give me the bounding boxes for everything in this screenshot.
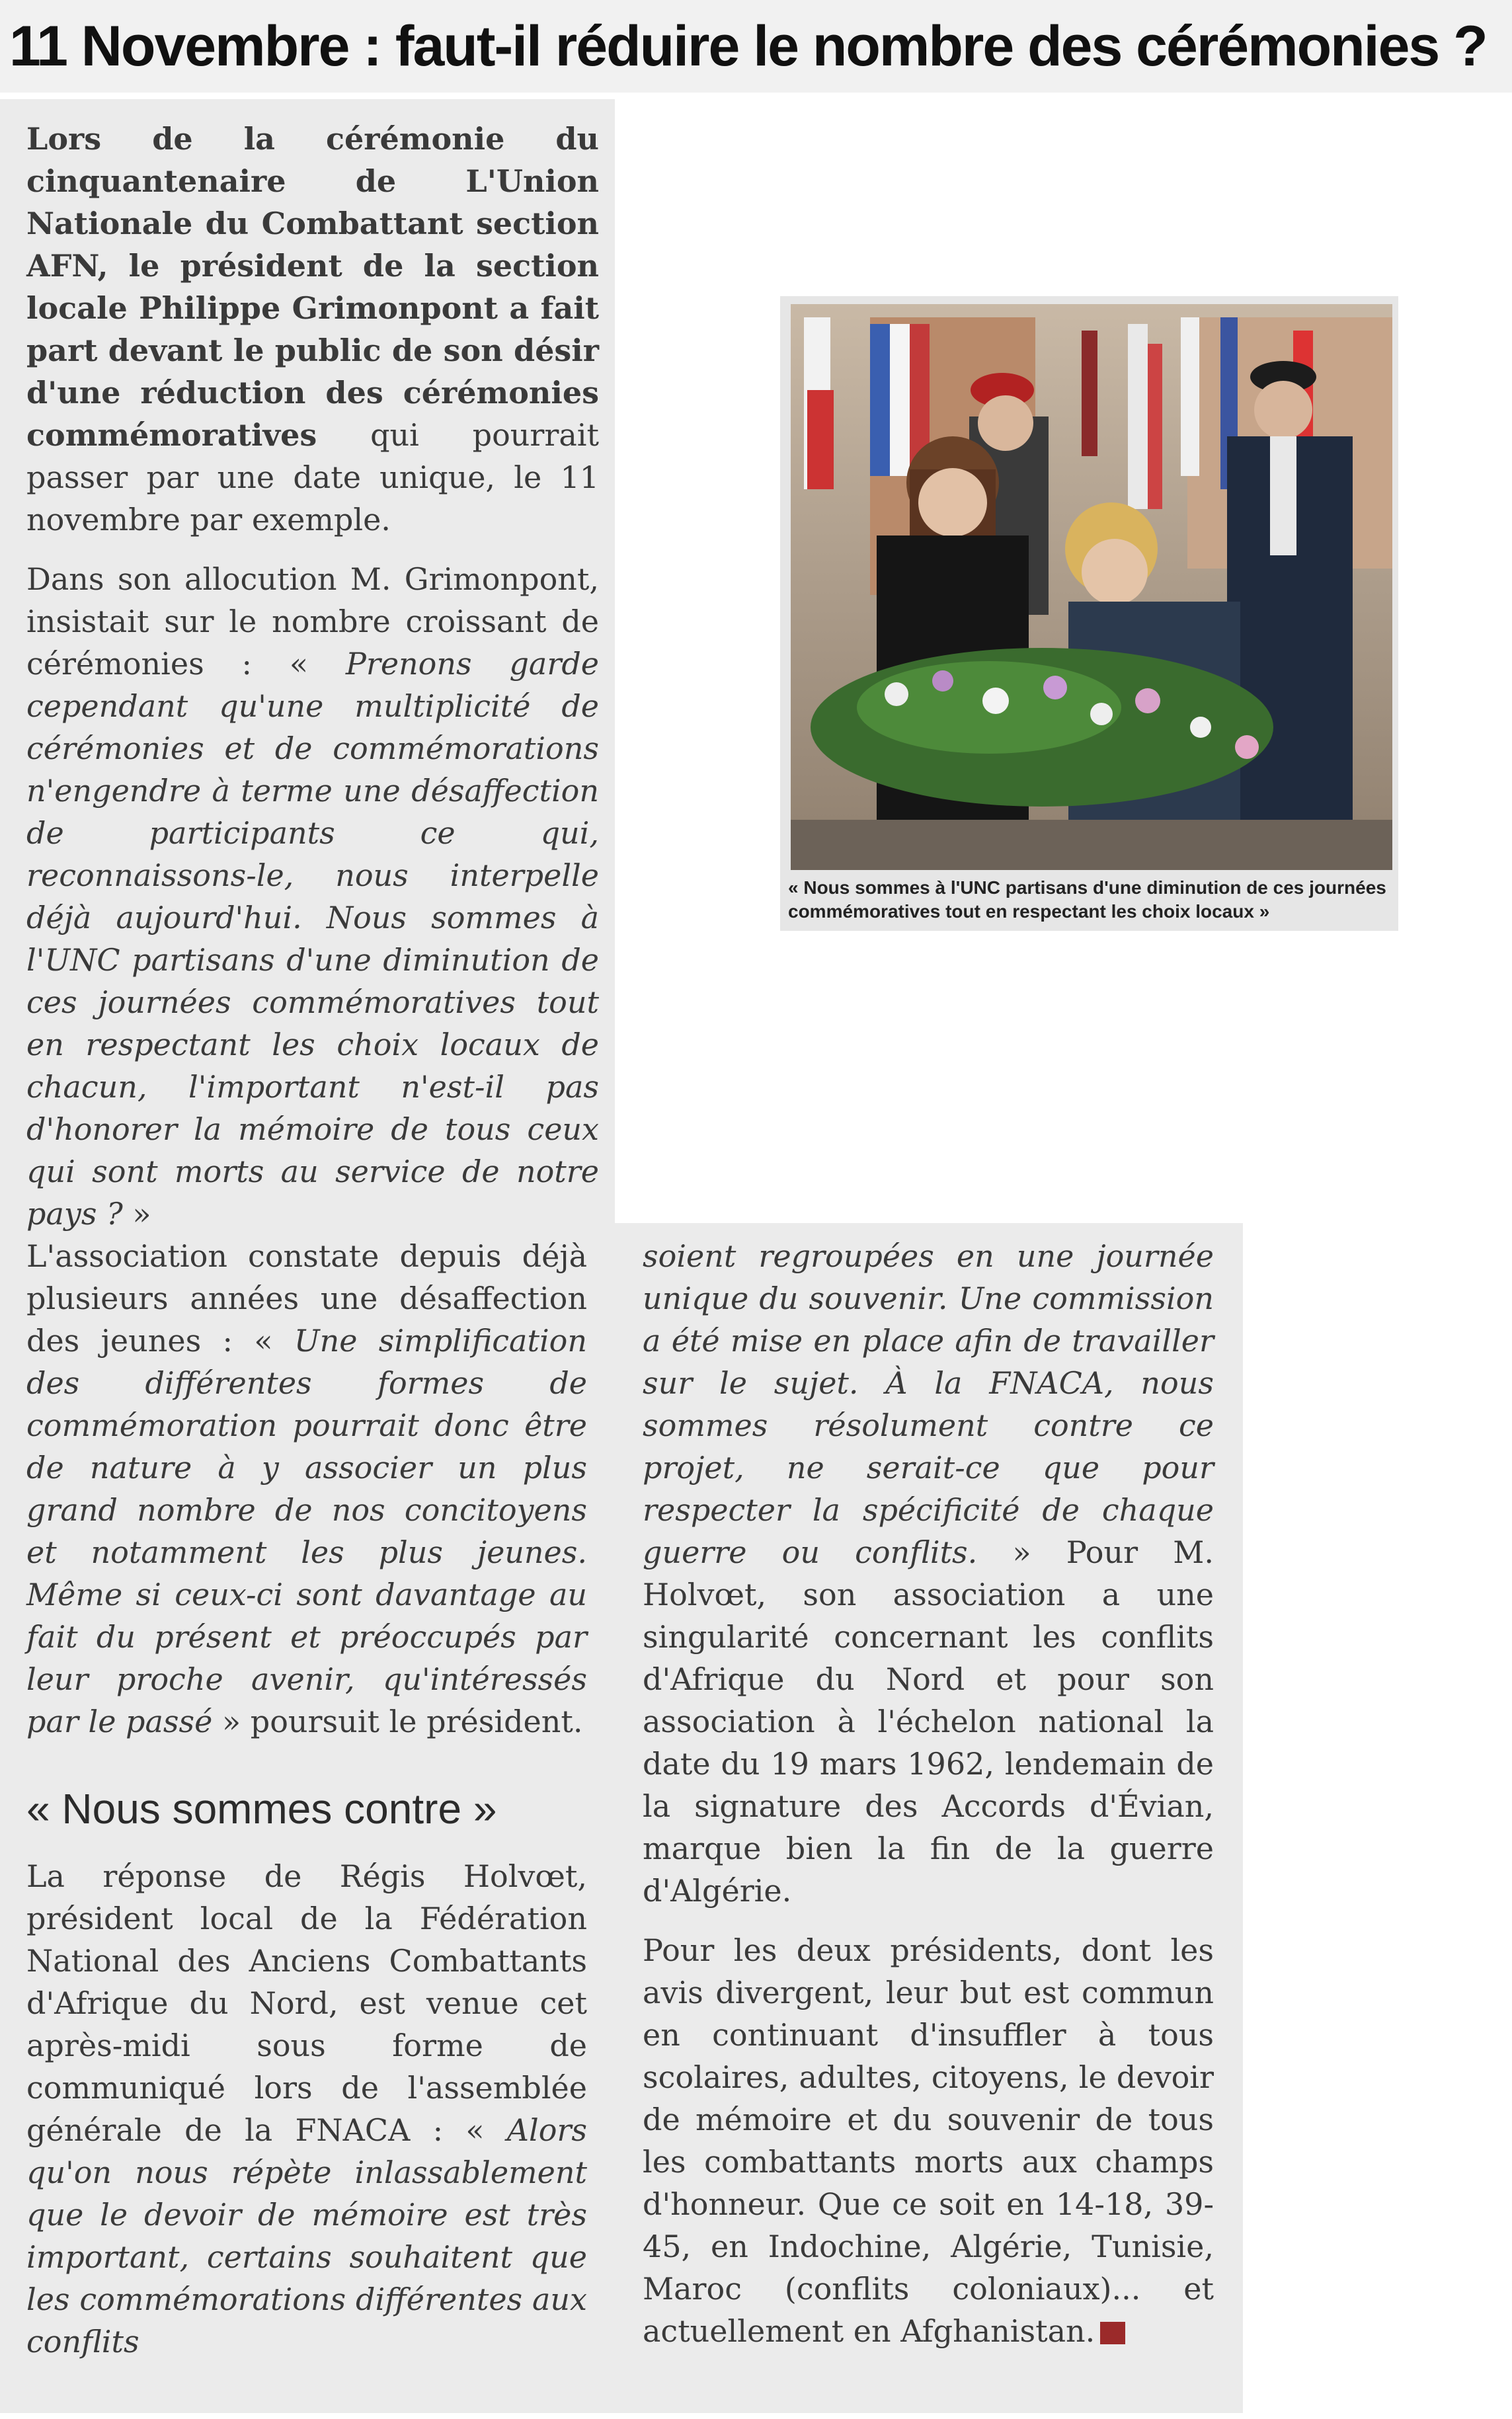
association-quote: Une simplification des différentes formes de commémoration pourrait donc être de nature à y associer un plus grand nombre de nos concitoyens et notamment les plus jeunes. Même si ceux-ci sont davantage au fait du présent et préoccupés par leur proche avenir, qu'intéressés par le passé	[26, 1323, 587, 1739]
response-intro: La réponse de Régis Holvœt, président local de la Fédération National des Anciens Combattants d'Afrique du Nord, est venue cet après-midi sous forme de communiqué lors de l'assemblée générale de la FNACA : «	[26, 1858, 587, 2148]
intro-lead: Lors de la cérémonie du cinquantenaire de L'Union Nationale du Combattant section AFN, le président de la section locale Philippe Grimonpont a fait part devant le public de son désir d'une réduction des cérémonies commémoratives	[26, 121, 599, 453]
closing-paragraph	[643, 1929, 1214, 2352]
article-headline: 11 Novembre : faut-il réduire le nombre des cérémonies ?	[9, 15, 1487, 78]
intro-rest: qui pourrait passer par une date unique, le 11 novembre par exemple.	[26, 417, 599, 537]
continuation-quote: soient regroupées en une journée unique du souvenir. Une commission a été mise en place afin de travailler sur le sujet. À la FNACA, nous sommes résolument contre ce projet, ne serait-ce que pour respecter la spécificité de chaque guerre ou conflits.	[643, 1238, 1214, 1570]
association-quote-end: » poursuit le président.	[212, 1704, 583, 1739]
response-paragraph	[26, 1855, 587, 2363]
association-intro: L'association constate depuis déjà plusieurs années une désaffection des jeunes : «	[26, 1238, 587, 1359]
article-column-2	[26, 1235, 587, 2380]
ceremony-photo-illustration	[791, 304, 1392, 870]
speech-quote-end: »	[122, 1196, 151, 1232]
article-column-3	[643, 1235, 1214, 2369]
speech-quote: Prenons garde cependant qu'une multiplicité de cérémonies et de commémorations n'engendre à terme une désaffection de participants ce qui, reconnaissons-le, nous interpelle déjà aujourd'hui. Nous sommes à l'UNC partisans d'une diminution de ces journées commémoratives tout en respectant les choix locaux de chacun, l'important n'est-il pas d'honorer la mémoire de tous ceux qui sont morts au service de notre pays ?	[26, 646, 599, 1232]
end-of-article-mark	[1100, 2322, 1125, 2344]
closing-text: Pour les deux présidents, dont les avis divergent, leur but est commun en continuant d'insuffler à tous scolaires, adultes, citoyens, le devoir de mémoire et du souvenir de tous les combattants morts aux champs d'honneur. Que ce soit en 14-18, 39-45, en Indochine, Algérie, Tunisie, Maroc (conflits coloniaux)... et actuellement en Afghanistan.	[643, 1932, 1214, 2349]
speech-intro: Dans son allocution M. Grimonpont, insistait sur le nombre croissant de cérémonies : «	[26, 561, 599, 682]
association-paragraph	[26, 1235, 587, 1743]
section-subhead: « Nous sommes contre »	[26, 1785, 497, 1833]
continuation-paragraph	[643, 1235, 1214, 1912]
continuation-text: » Pour M. Holvœt, son association a une singularité concernant les conflits d'Afrique du Nord et pour son association à l'échelon national la date du 19 mars 1962, lendemain de la signature des Accords d'Évian, marque bien la fin de la guerre d'Algérie.	[643, 1534, 1214, 1909]
speech-paragraph	[26, 558, 599, 1235]
response-quote: Alors qu'on nous répète inlassablement que le devoir de mémoire est très important, certains souhaitent que les commémorations différentes aux conflits	[26, 2112, 587, 2360]
ceremony-photo	[791, 304, 1392, 870]
photo-caption: « Nous sommes à l'UNC partisans d'une diminution de ces journées commémoratives tout en respectant les choix locaux »	[788, 877, 1386, 922]
article-column-1	[26, 118, 599, 1252]
intro-paragraph	[26, 118, 599, 541]
